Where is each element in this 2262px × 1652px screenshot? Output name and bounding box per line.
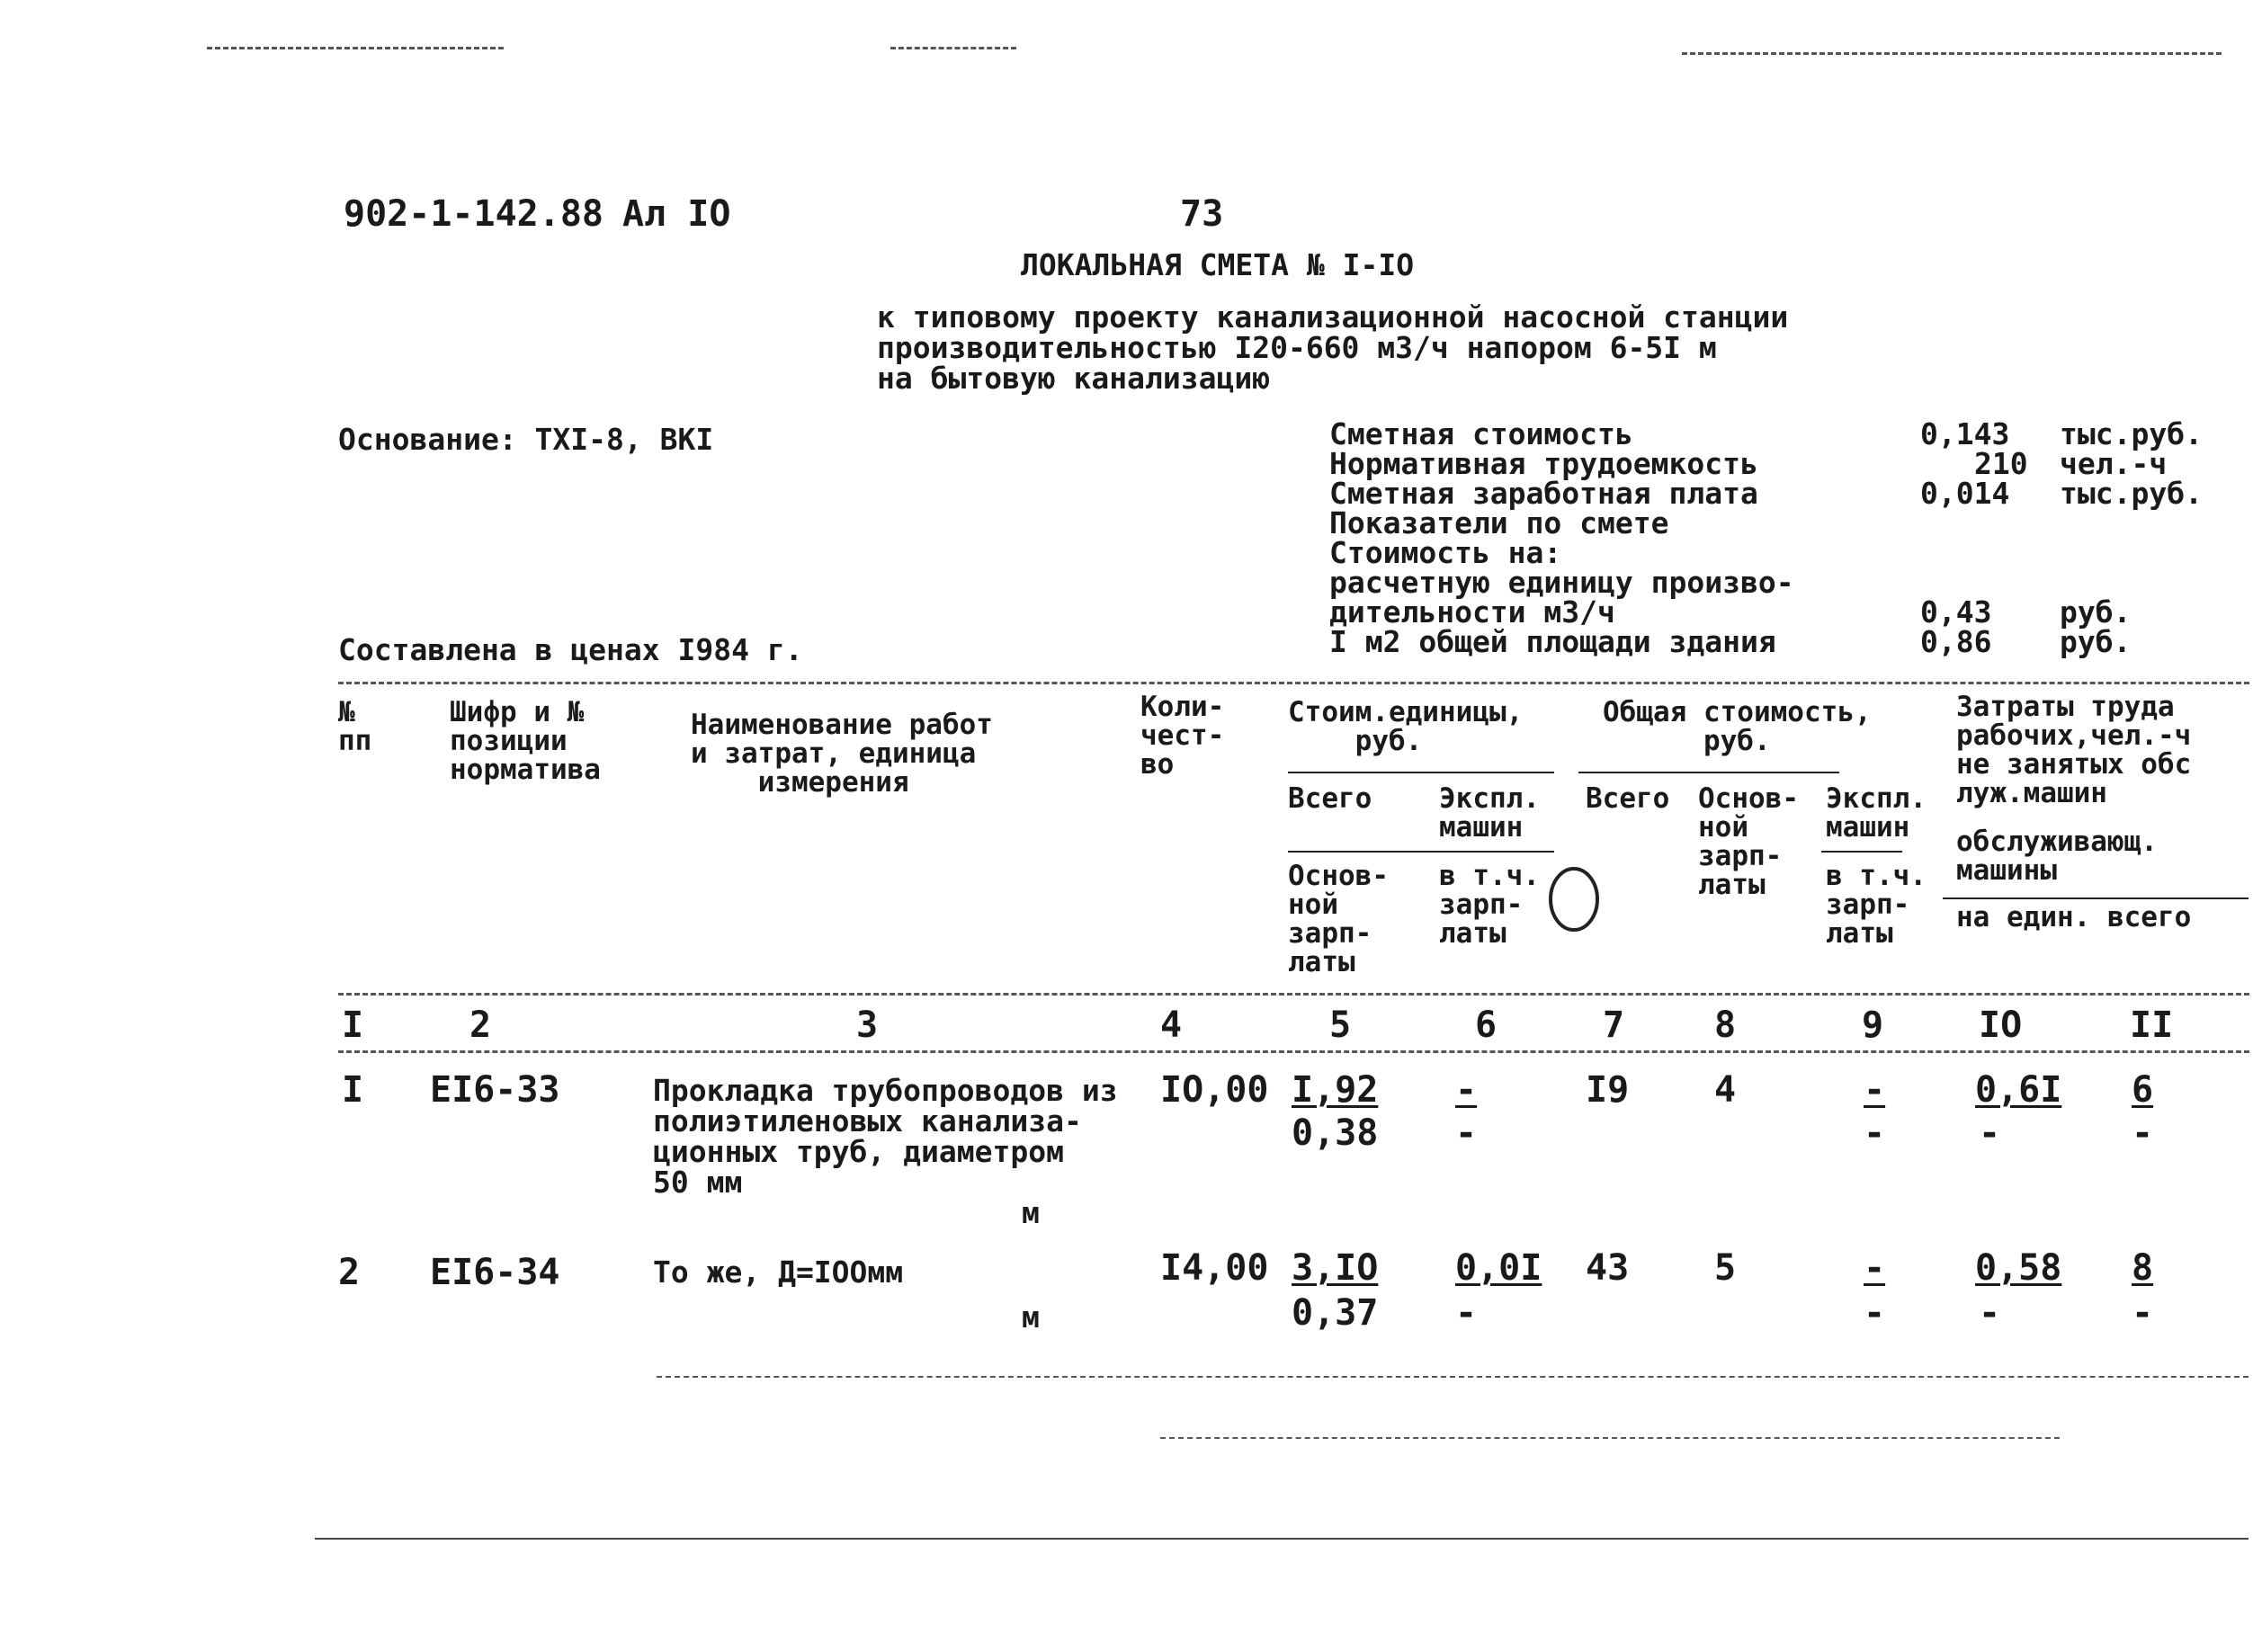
summary-label: Нормативная трудоемкость — [1329, 446, 1758, 481]
subheader-rule-total — [1821, 851, 1902, 853]
page-number: 73 — [1180, 193, 1224, 235]
row-unit-machines: 0,0I — [1455, 1247, 1542, 1289]
column-number: 9 — [1862, 1005, 1884, 1046]
title-line-3: на бытовую канализацию — [877, 361, 1271, 396]
row-unit-total: I,92 — [1292, 1069, 1379, 1111]
header-unit-machines: Экспл. машин — [1439, 782, 1540, 844]
column-number: 3 — [856, 1005, 879, 1046]
summary-label: Показатели по смете — [1329, 505, 1669, 540]
row-labor-per-unit: 0,6I — [1975, 1069, 2062, 1111]
row-unit-machines: - — [1455, 1069, 1478, 1111]
column-number: 5 — [1329, 1005, 1352, 1046]
column-number: I — [342, 1005, 364, 1046]
column-number: 4 — [1160, 1005, 1183, 1046]
summary-value: 0,43 — [1920, 594, 1992, 630]
column-number: 2 — [469, 1005, 492, 1046]
row-total: 43 — [1586, 1247, 1630, 1289]
row-total-wage: 4 — [1714, 1069, 1737, 1111]
header-total-cost-group: Общая стоимость, руб. — [1603, 696, 1872, 757]
column-number: 6 — [1475, 1005, 1498, 1046]
column-number: 8 — [1714, 1005, 1737, 1046]
row-number: I — [342, 1069, 364, 1111]
row-work-name: Прокладка трубопроводов из полиэтиленовых канализа- ционных труб, диаметром 50 мм — [653, 1073, 1118, 1200]
row-unit: м — [1022, 1299, 1040, 1335]
row-unit-wage: 0,38 — [1292, 1112, 1379, 1154]
scan-noise-line — [657, 1376, 2249, 1378]
row-number: 2 — [338, 1252, 361, 1293]
column-numbers-top-rule — [338, 993, 2249, 996]
header-labor-group: Затраты труда рабочих,чел.-ч не занятых обс луж.машин — [1956, 691, 2192, 809]
header-labor-per-unit-total: на един. всего — [1956, 901, 2192, 933]
document-code: 902-1-142.88 — [344, 193, 603, 235]
row-quantity: I4,00 — [1160, 1247, 1269, 1289]
title-line-2: производительностью I20-660 м3/ч напором 6-5I м — [877, 330, 1717, 365]
header-unit-cost-group: Стоим.единицы, руб. — [1288, 696, 1524, 757]
row-labor-per-unit-secondary: - — [1979, 1292, 2001, 1334]
row-work-name: То же, Д=IOOмм — [653, 1255, 904, 1290]
summary-label: расчетную единицу произво- — [1329, 565, 1794, 600]
row-labor-total-secondary: - — [2132, 1112, 2154, 1154]
row-code: ЕI6-33 — [430, 1069, 560, 1111]
summary-label: Сметная стоимость — [1329, 416, 1633, 451]
subheader-rule-unit — [1288, 851, 1554, 853]
header-code: Шифр и № позиции норматива — [450, 696, 601, 786]
column-number: II — [2130, 1005, 2174, 1046]
scan-edge-line-top-mid — [890, 47, 1016, 49]
summary-unit: тыс.руб. — [2060, 476, 2203, 511]
row-unit-machine-wage: - — [1455, 1112, 1478, 1154]
summary-label: Стоимость на: — [1329, 535, 1562, 570]
header-total-total: Всего — [1586, 782, 1670, 815]
summary-unit: руб. — [2060, 624, 2132, 659]
row-total-machine-wage: - — [1864, 1112, 1886, 1154]
summary-value: 0,86 — [1920, 624, 1992, 659]
estimate-title: ЛОКАЛЬНАЯ СМЕТА № I-IO — [1021, 247, 1415, 282]
basis-label: Основание: ТХI-8, ВКI — [338, 422, 714, 457]
page-bottom-rule — [315, 1538, 2249, 1540]
row-code: ЕI6-34 — [430, 1252, 560, 1293]
row-quantity: IO,00 — [1160, 1069, 1269, 1111]
summary-value: 0,014 — [1920, 476, 2010, 511]
summary-value: 0,143 — [1920, 416, 2010, 451]
group-rule-total-cost — [1578, 772, 1839, 773]
header-total-incl-wage: в т.ч. зарп- латы — [1826, 860, 1927, 950]
row-labor-per-unit-secondary: - — [1979, 1112, 2001, 1154]
row-unit-wage: 0,37 — [1292, 1292, 1379, 1334]
column-numbers-bottom-rule — [338, 1050, 2249, 1053]
row-total-machines: - — [1864, 1247, 1886, 1289]
column-number: 7 — [1603, 1005, 1625, 1046]
header-unit-incl-wage: в т.ч. зарп- латы — [1439, 860, 1540, 950]
row-unit-machine-wage: - — [1455, 1292, 1478, 1334]
summary-label: дительности м3/ч — [1329, 594, 1615, 630]
header-row-number: № пп — [338, 696, 372, 757]
row-unit: м — [1022, 1195, 1040, 1230]
scan-noise-line — [1160, 1437, 2060, 1439]
header-quantity: Коли- чест- во — [1140, 691, 1225, 781]
row-labor-total-secondary: - — [2132, 1292, 2154, 1334]
scan-edge-line-top-right — [1682, 52, 2222, 55]
row-total-machines: - — [1864, 1069, 1886, 1111]
header-total-machines: Экспл. машин — [1826, 782, 1927, 844]
scan-edge-line-top-left — [207, 47, 504, 49]
row-total-machine-wage: - — [1864, 1292, 1886, 1334]
header-labor-machine-service: обслуживающ. машины — [1956, 826, 2158, 887]
row-labor-total: 6 — [2132, 1069, 2154, 1111]
row-labor-per-unit: 0,58 — [1975, 1247, 2062, 1289]
header-unit-total: Всего — [1288, 782, 1372, 815]
header-unit-base-wage: Основ- ной зарп- латы — [1288, 860, 1389, 978]
title-line-1: к типовому проекту канализационной насосной станции — [877, 299, 1789, 335]
summary-label: Сметная заработная плата — [1329, 476, 1758, 511]
row-total-wage: 5 — [1714, 1247, 1737, 1289]
summary-unit: чел.-ч — [2060, 446, 2168, 481]
row-labor-total: 8 — [2132, 1247, 2154, 1289]
subheader-rule-labor — [1943, 897, 2249, 899]
header-total-base-wage: Основ- ной зарп- латы — [1698, 782, 1799, 901]
summary-label: I м2 общей площади здания — [1329, 624, 1776, 659]
table-top-rule — [338, 682, 2249, 684]
row-unit-total: 3,IO — [1292, 1247, 1379, 1289]
header-work-name: Наименование работ и затрат, единица измерения — [691, 709, 993, 799]
column-number: IO — [1979, 1005, 2023, 1046]
group-rule-unit-cost — [1288, 772, 1554, 773]
summary-unit: руб. — [2060, 594, 2132, 630]
album-number: Ал IO — [622, 193, 731, 235]
summary-unit: тыс.руб. — [2060, 416, 2203, 451]
summary-value: 210 — [1974, 446, 2028, 481]
ink-blot-mark — [1542, 859, 1605, 940]
prices-year: Составлена в ценах I984 г. — [338, 632, 803, 667]
row-total: I9 — [1586, 1069, 1630, 1111]
